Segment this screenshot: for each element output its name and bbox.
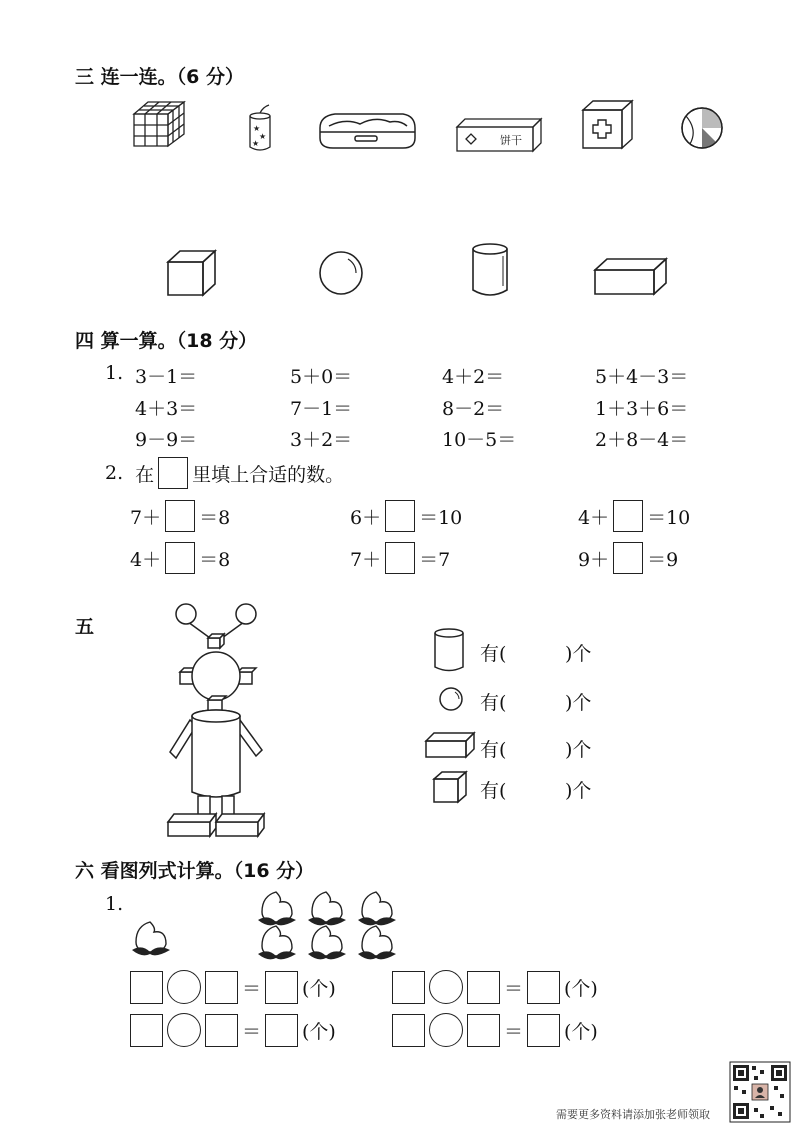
answer-box[interactable] <box>392 971 425 1004</box>
calc-2-4: 1＋3＋6＝ <box>595 398 689 420</box>
calc-3-3: 10－5＝ <box>442 429 517 451</box>
question-2-suffix: 里填上合适的数。 <box>192 463 345 486</box>
answer-box[interactable] <box>527 971 560 1004</box>
operator-circle[interactable] <box>167 1013 201 1047</box>
equals-sign: ＝ <box>242 977 262 1000</box>
cube-shape <box>165 248 217 298</box>
section-5-title: 五 <box>75 616 95 638</box>
count-prefix-cuboid: 有( <box>480 739 507 761</box>
fill-equation <box>130 542 230 574</box>
calc-1-1: 3－1＝ <box>135 366 198 388</box>
fill-equation <box>578 542 678 574</box>
robot-figure-image <box>160 600 280 840</box>
fill-right: ＝7 <box>419 548 451 571</box>
answer-box[interactable] <box>385 500 415 532</box>
answer-box[interactable] <box>205 971 238 1004</box>
section-4-title: 四 算一算。（18 分） <box>75 330 258 352</box>
answer-box[interactable] <box>205 1014 238 1047</box>
count-prefix-cube: 有( <box>480 780 507 802</box>
calc-3-4: 2＋8－4＝ <box>595 429 689 451</box>
cuboid-shape <box>592 256 668 296</box>
fill-right: ＝8 <box>199 506 231 529</box>
footer-text: 需要更多资料请添加张老师领取 <box>556 1108 710 1121</box>
answer-box[interactable] <box>467 971 500 1004</box>
operator-circle[interactable] <box>167 970 201 1004</box>
example-box <box>158 457 188 489</box>
answer-box[interactable] <box>265 971 298 1004</box>
answer-box[interactable] <box>613 542 643 574</box>
equation-row <box>392 1013 598 1047</box>
equals-sign: ＝ <box>504 1020 524 1043</box>
calc-3-2: 3＋2＝ <box>290 429 353 451</box>
question-2-prefix: 在 <box>135 463 155 486</box>
fill-right: ＝10 <box>419 506 463 529</box>
question-2-instruction <box>105 457 344 489</box>
answer-box[interactable] <box>613 500 643 532</box>
pencil-case-image <box>315 108 420 153</box>
svg-text:★: ★ <box>253 124 261 133</box>
sphere-icon <box>438 686 464 712</box>
question-2-number: 2. <box>105 462 124 484</box>
fill-left: 4＋ <box>130 548 162 571</box>
operator-circle[interactable] <box>429 970 463 1004</box>
fill-equation <box>350 500 462 532</box>
calc-1-2: 5＋0＝ <box>290 366 353 388</box>
equals-sign: ＝ <box>504 977 524 1000</box>
biscuit-box-label: 饼干 <box>500 134 522 147</box>
unit-label: (个) <box>302 977 336 1000</box>
answer-box[interactable] <box>130 1014 163 1047</box>
sphere-shape <box>318 250 364 296</box>
calc-2-1: 4＋3＝ <box>135 398 198 420</box>
count-suffix-cuboid: )个 <box>565 739 592 761</box>
answer-box[interactable] <box>165 500 195 532</box>
question-1-number: 1. <box>105 893 124 915</box>
equals-sign: ＝ <box>242 1020 262 1043</box>
rubik-cube-image <box>130 100 190 150</box>
svg-text:★: ★ <box>252 139 260 148</box>
count-suffix-cylinder: )个 <box>565 643 592 665</box>
fill-equation <box>578 500 690 532</box>
fill-left: 7＋ <box>350 548 382 571</box>
cylinder-shape <box>470 242 510 298</box>
firecracker-image <box>245 103 275 153</box>
operator-circle[interactable] <box>429 1013 463 1047</box>
answer-box[interactable] <box>165 542 195 574</box>
calc-1-4: 5＋4－3＝ <box>595 366 689 388</box>
cuboid-icon <box>424 731 476 759</box>
answer-box[interactable] <box>527 1014 560 1047</box>
section-3-title: 三 连一连。（6 分） <box>75 66 244 88</box>
count-prefix-sphere: 有( <box>480 692 507 714</box>
peaches-image <box>128 888 408 960</box>
fill-left: 4＋ <box>578 506 610 529</box>
fill-left: 7＋ <box>130 506 162 529</box>
unit-label: (个) <box>564 1020 598 1043</box>
ball-image <box>680 106 724 150</box>
equation-row <box>130 1013 336 1047</box>
answer-box[interactable] <box>392 1014 425 1047</box>
equation-row <box>392 970 598 1004</box>
fill-left: 9＋ <box>578 548 610 571</box>
section-6-title: 六 看图列式计算。（16 分） <box>75 860 315 882</box>
fill-right: ＝8 <box>199 548 231 571</box>
calc-2-2: 7－1＝ <box>290 398 353 420</box>
fill-equation <box>130 500 230 532</box>
cylinder-icon <box>432 627 466 673</box>
count-prefix-cylinder: 有( <box>480 643 507 665</box>
answer-box[interactable] <box>467 1014 500 1047</box>
svg-text:★: ★ <box>259 132 267 141</box>
fill-right: ＝10 <box>647 506 691 529</box>
biscuit-box-image <box>455 115 545 155</box>
unit-label: (个) <box>302 1020 336 1043</box>
unit-label: (个) <box>564 977 598 1000</box>
equation-row <box>130 970 336 1004</box>
answer-box[interactable] <box>130 971 163 1004</box>
calc-1-3: 4＋2＝ <box>442 366 505 388</box>
calc-2-3: 8－2＝ <box>442 398 505 420</box>
fill-right: ＝9 <box>647 548 679 571</box>
first-aid-box-image <box>580 98 635 150</box>
count-suffix-sphere: )个 <box>565 692 592 714</box>
answer-box[interactable] <box>385 542 415 574</box>
fill-equation <box>350 542 450 574</box>
count-suffix-cube: )个 <box>565 780 592 802</box>
calc-3-1: 9－9＝ <box>135 429 198 451</box>
question-1-number: 1. <box>105 362 124 384</box>
cube-icon <box>432 770 468 804</box>
fill-left: 6＋ <box>350 506 382 529</box>
answer-box[interactable] <box>265 1014 298 1047</box>
qr-code-icon <box>730 1062 790 1122</box>
